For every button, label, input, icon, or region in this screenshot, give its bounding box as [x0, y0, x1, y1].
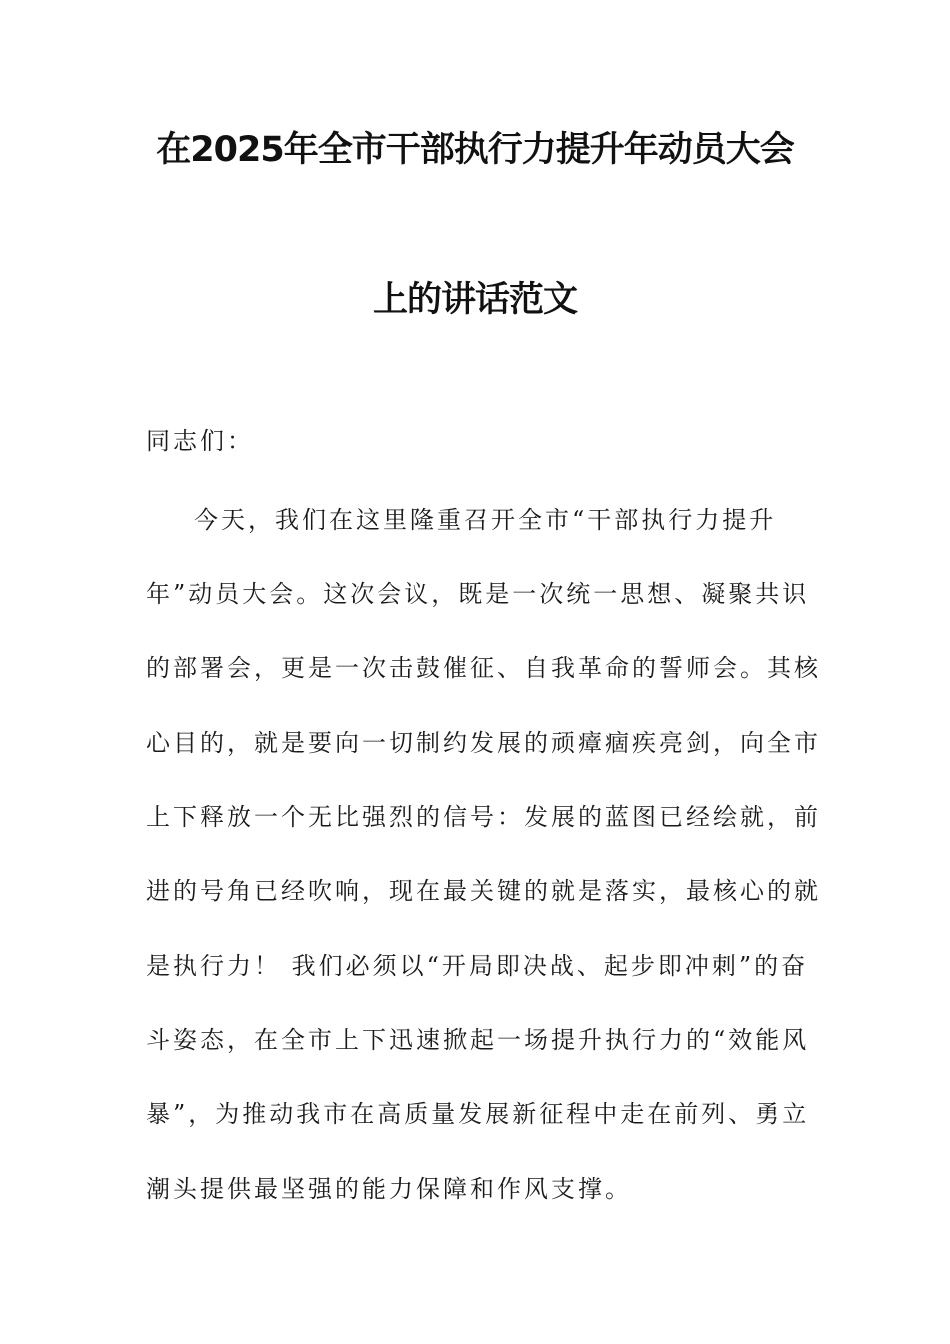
paragraph-line: 是执行力！ 我们必须以“开局即决战、起步即冲刺”的奋 [146, 952, 809, 980]
salutation: 同志们： [146, 427, 254, 455]
paragraph-line: 上下释放一个无比强烈的信号：发展的蓝图已经绘就，前 [146, 803, 821, 831]
document-title-line-2: 上的讲话范文 [372, 280, 577, 320]
paragraph-line: 暴”，为推动我市在高质量发展新征程中走在前列、勇立 [146, 1100, 810, 1128]
document-title-line-1: 在2025年全市干部执行力提升年动员大会 [156, 130, 794, 170]
paragraph-line: 斗姿态，在全市上下迅速掀起一场提升执行力的“效能风 [146, 1026, 810, 1054]
paragraph-line: 心目的，就是要向一切制约发展的顽瘴痼疾亮剑，向全市 [146, 729, 821, 757]
paragraph-line: 今天，我们在这里隆重召开全市“干部执行力提升 [194, 506, 777, 534]
paragraph-line: 进的号角已经吹响，现在最关键的就是落实，最核心的就 [146, 877, 821, 905]
paragraph-line: 的部署会，更是一次击鼓催征、自我革命的誓师会。其核 [146, 654, 821, 682]
paragraph-line: 年”动员大会。这次会议，既是一次统一思想、凝聚共识 [146, 580, 810, 608]
paragraph-line: 潮头提供最坚强的能力保障和作风支撑。 [146, 1175, 632, 1203]
